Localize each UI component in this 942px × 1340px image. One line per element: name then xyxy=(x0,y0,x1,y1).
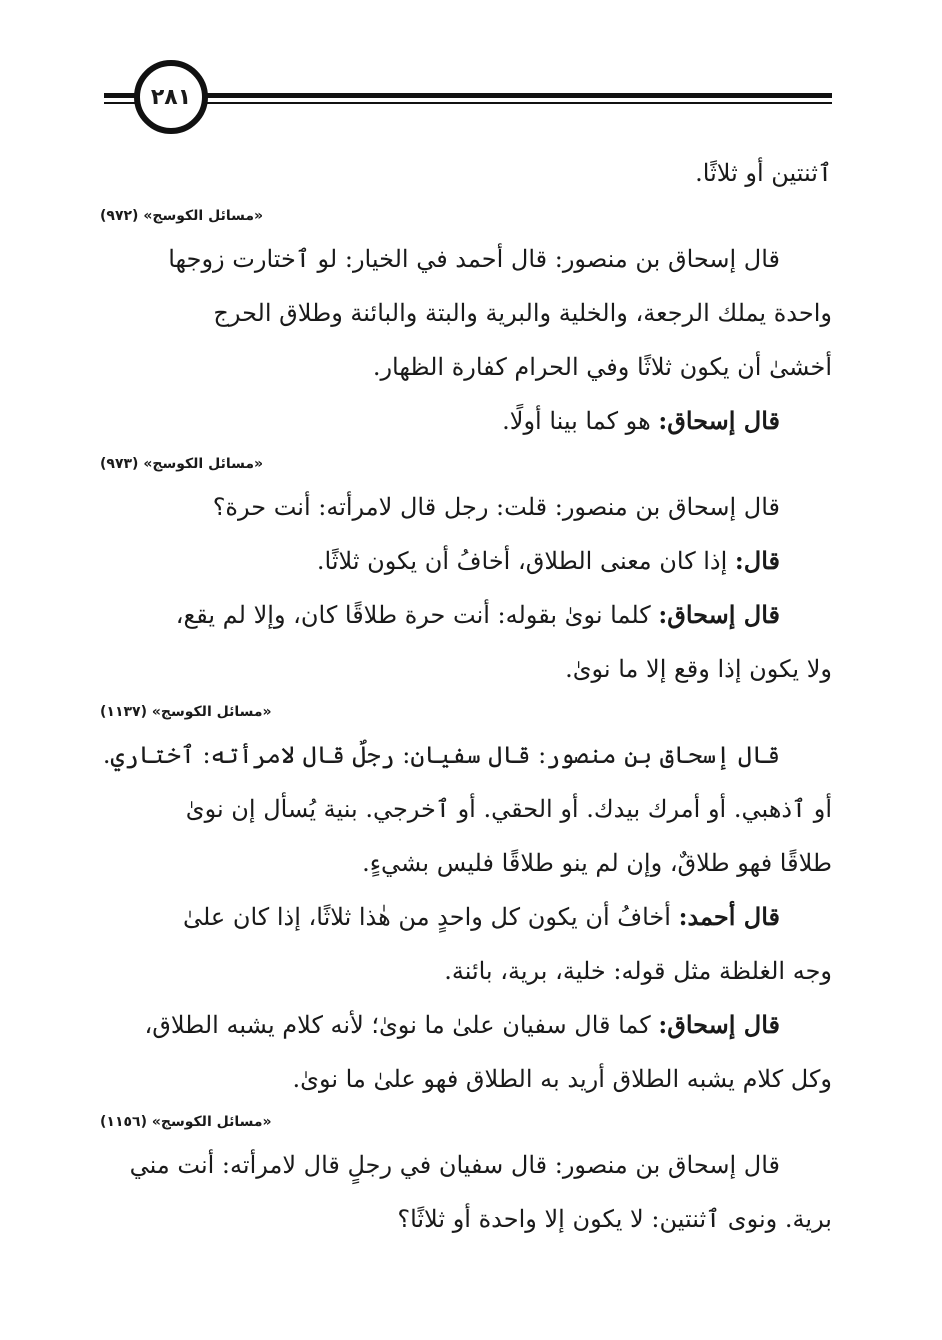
speaker-label: قال إسحاق: xyxy=(658,600,780,629)
page-header xyxy=(104,60,832,140)
source-citation: «مسائل الكوسج» (٩٧٢) xyxy=(100,208,264,224)
line-text: أخشىٰ أن يكون ثلاثًا وفي الحرام كفارة الظهار. xyxy=(372,353,832,381)
speaker-label: قال أحمد: xyxy=(678,902,780,931)
text-line xyxy=(100,944,832,998)
line-text: وجه الغلظة مثل قوله: خلية، برية، بائنة. xyxy=(444,957,832,985)
line-text: ٱثنتين أو ثلاثًا. xyxy=(695,159,832,187)
line-text: إذا كان معنى الطلاق، أخافُ أن يكون ثلاثًا. xyxy=(316,547,735,575)
source-citation: «مسائل الكوسج» (٩٧٣) xyxy=(100,456,264,472)
text-line xyxy=(100,1192,832,1246)
header-rule-thick xyxy=(104,93,832,98)
text-line xyxy=(100,588,832,642)
text-line xyxy=(100,394,832,448)
text-line xyxy=(100,146,832,200)
line-text: ولا يكون إذا وقع إلا ما نوىٰ. xyxy=(565,655,832,683)
line-text: برية. ونوى ٱثنتين: لا يكون إلا واحدة أو ثلاثًا؟ xyxy=(397,1205,832,1233)
line-text: وكل كلام يشبه الطلاق أريد به الطلاق فهو علىٰ ما نوىٰ. xyxy=(292,1065,832,1093)
text-line xyxy=(100,232,832,286)
source-citation: «مسائل الكوسج» (١١٣٧) xyxy=(100,704,272,720)
header-rule-thin xyxy=(104,102,832,104)
line-text: قال إسحاق بن منصور: قال سفيان في رجلٍ قال لامرأته: أنت مني xyxy=(129,1151,780,1179)
text-line xyxy=(100,728,832,782)
text-line xyxy=(100,642,832,696)
text-line xyxy=(100,1052,832,1106)
page-number-badge xyxy=(134,60,208,134)
line-text: كما قال سفيان علىٰ ما نوىٰ؛ لأنه كلام يشبه الطلاق، xyxy=(144,1011,659,1039)
text-line xyxy=(100,1138,832,1192)
page-body xyxy=(100,146,832,1246)
text-line xyxy=(100,480,832,534)
line-text: قال إسحاق بن منصور: قلت: رجل قال لامرأته: أنت حرة؟ xyxy=(212,493,780,521)
text-line xyxy=(100,782,832,836)
text-line xyxy=(100,890,832,944)
line-text: أو ٱذهبي. أو أمرك بيدك. أو الحقي. أو ٱخرجي. بنية يُسأل إن نوىٰ xyxy=(185,795,832,823)
page-number: ٢٨١ xyxy=(150,84,192,110)
speaker-label: قال إسحاق: xyxy=(658,1010,780,1039)
text-line xyxy=(100,998,832,1052)
line-text: كلما نوىٰ بقوله: أنت حرة طلاقًا كان، وإلا لم يقع، xyxy=(175,601,659,629)
line-text: طلاقًا فهو طلاقٌ، وإن لم ينو طلاقًا فليس بشيءٍ. xyxy=(362,849,832,877)
line-text: قال إسحاق بن منصور: قال أحمد في الخيار: لو ٱختارت زوجها xyxy=(168,245,780,273)
text-line xyxy=(100,340,832,394)
text-line xyxy=(100,534,832,588)
speaker-label: قال إسحاق: xyxy=(658,406,780,435)
speaker-label: قال: xyxy=(734,546,780,575)
line-text: قال إسحاق بن منصور: قال سفيان: رجلٌ قال لامرأته: ٱختاري. xyxy=(102,741,780,769)
text-line xyxy=(100,286,832,340)
line-text: واحدة يملك الرجعة، والخلية والبرية والبتة والبائنة وطلاق الحرج xyxy=(213,299,832,327)
source-citation: «مسائل الكوسج» (١١٥٦) xyxy=(100,1114,272,1130)
line-text: هو كما بينا أولًا. xyxy=(502,407,659,435)
line-text: أخافُ أن يكون كل واحدٍ من هٰذا ثلاثًا، إذا كان علىٰ xyxy=(182,903,679,931)
text-line xyxy=(100,836,832,890)
